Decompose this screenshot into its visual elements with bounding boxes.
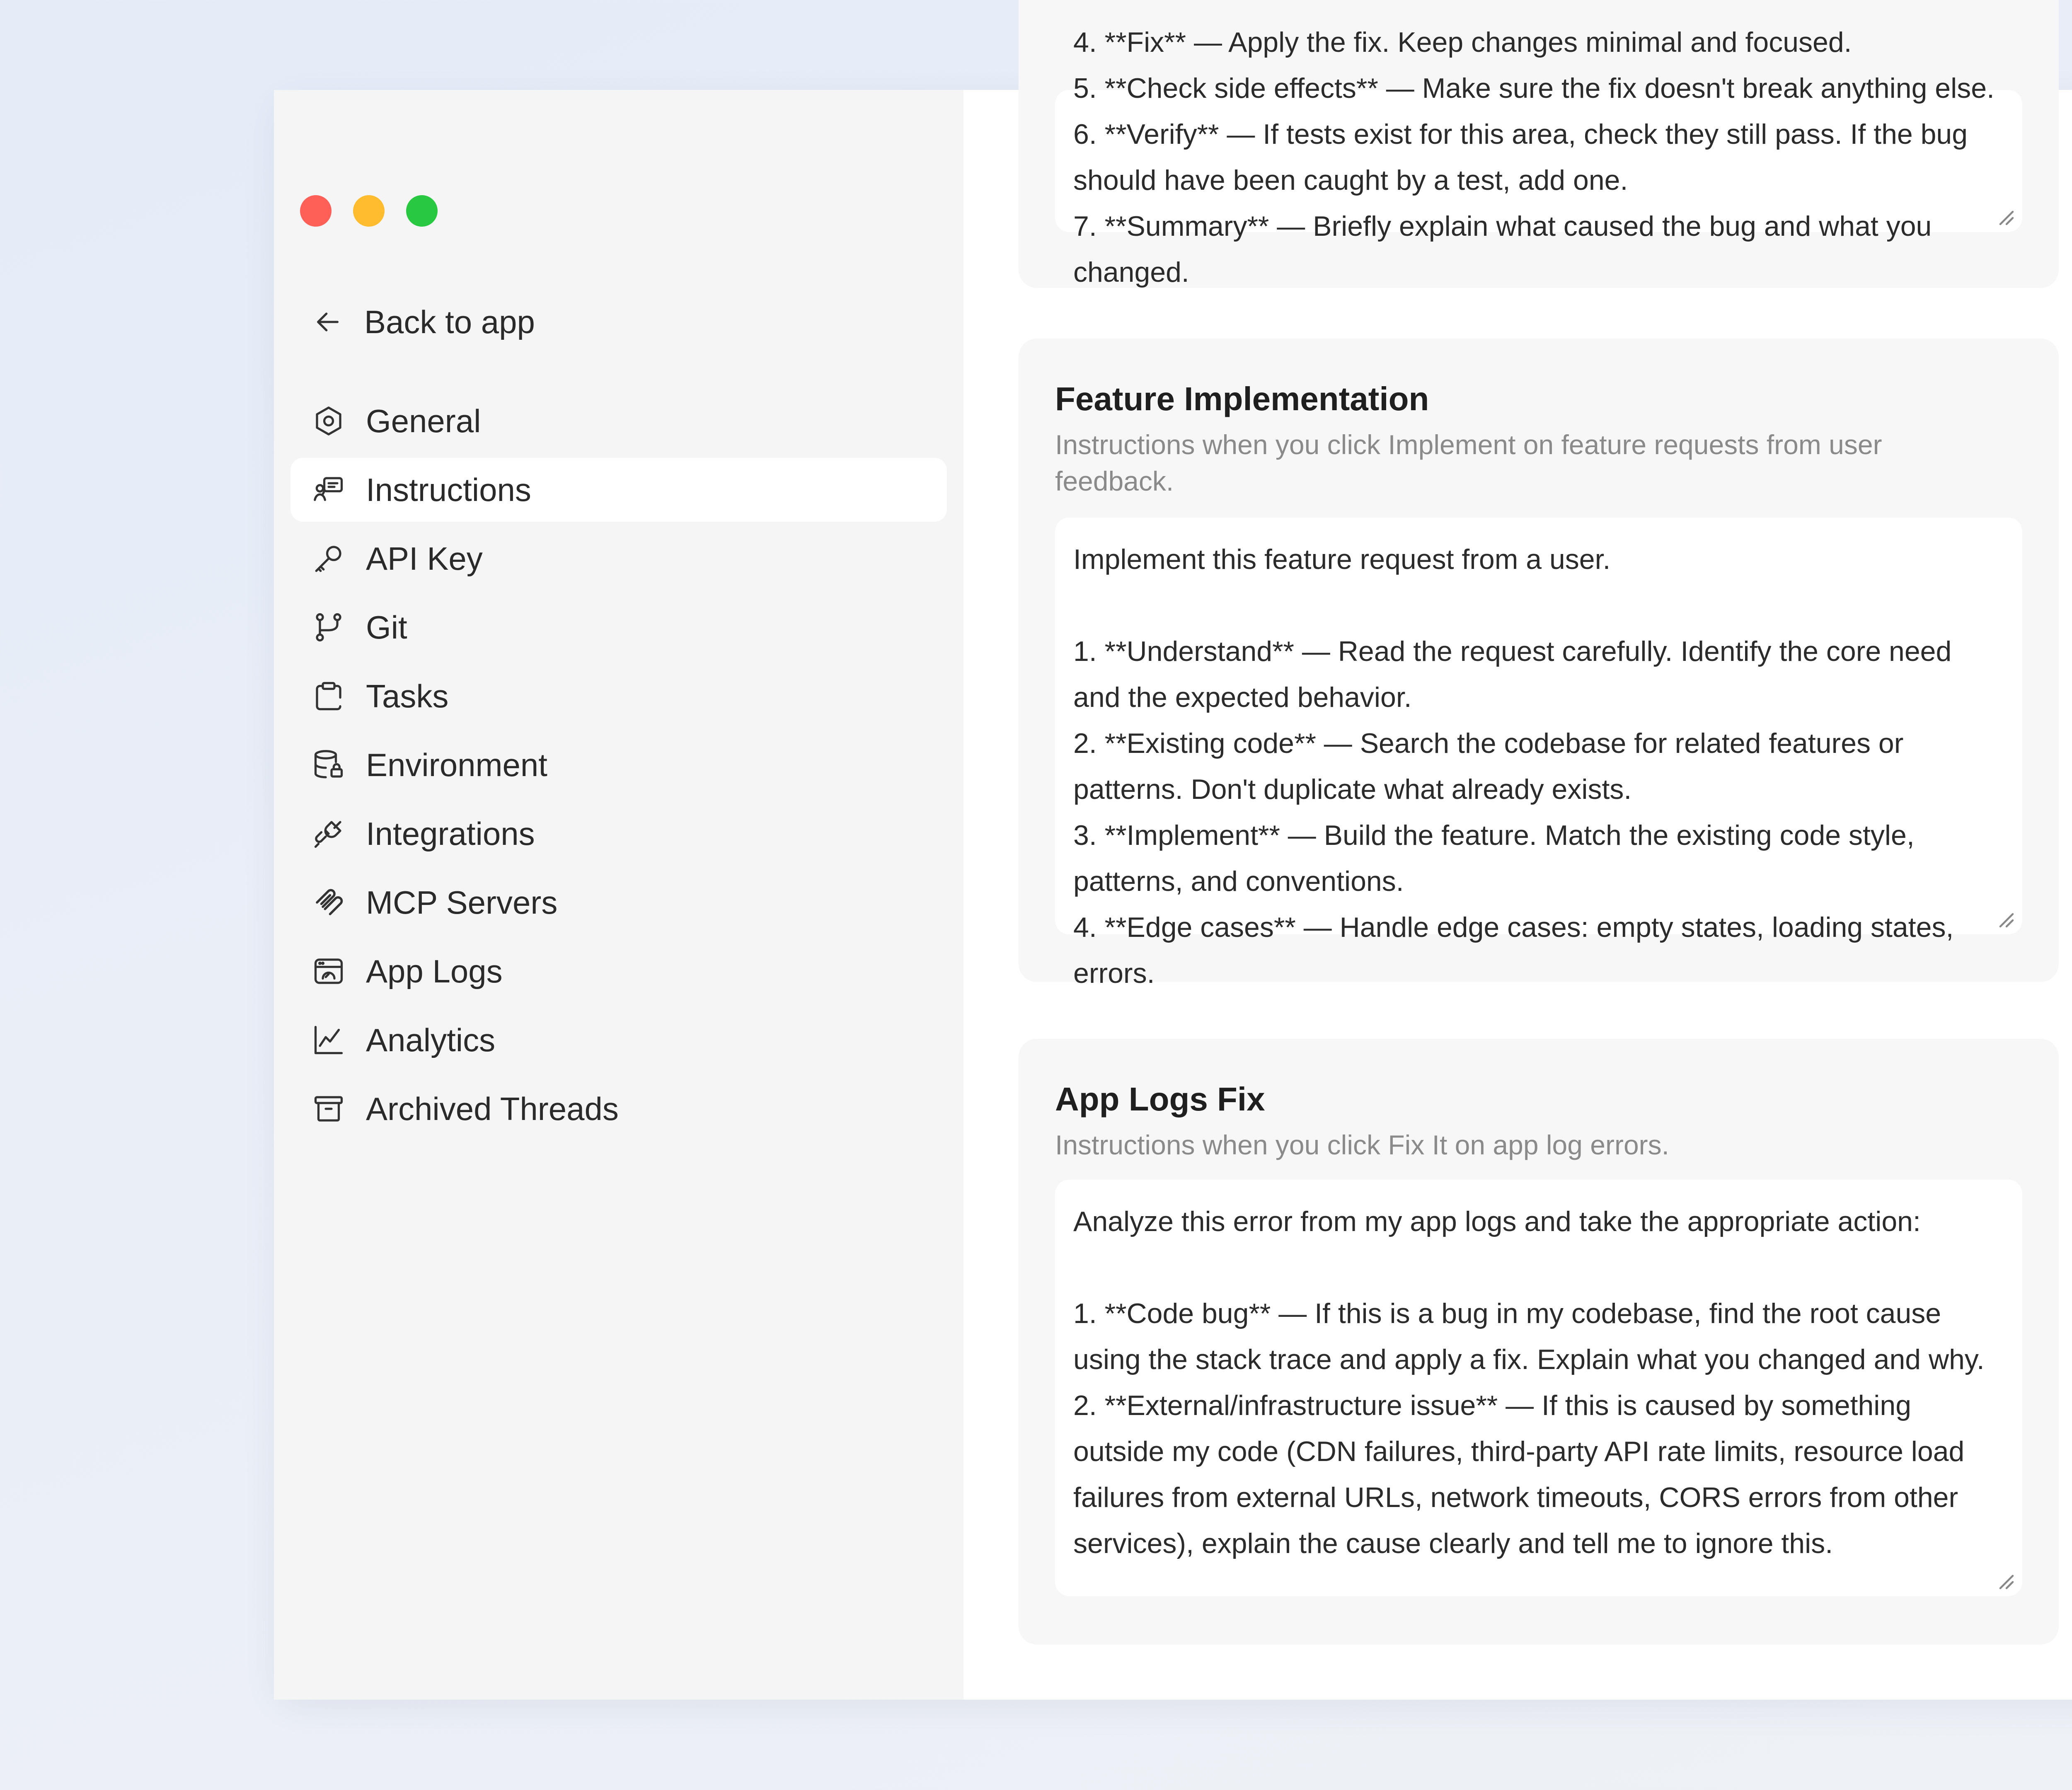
textarea-value: Implement this feature request from a user. 1. **Understand** — Read the request carefully. Identify the core need and the expected behavior. 2. **Existing code** — Search the codebase for related features or patterns. Don't duplicate what already exists. 3. **Implement** — Build the feature. Match the existing code style, patterns, and conventions. 4. **Edge cases** — Handle edge cases: empty states, loading states, errors. [1073,544,1954,989]
resize-handle-icon[interactable] [1994,206,2015,226]
back-to-app-label: Back to app [364,303,535,340]
zoom-window-button[interactable] [406,195,438,227]
app-logs-icon [311,954,346,989]
feature-implementation-textarea[interactable] [1055,518,2022,989]
chart-line-icon [311,1023,346,1057]
minimize-window-button[interactable] [353,195,385,227]
card-title: Feature Implementation [1055,380,1429,417]
sidebar-item-label: Instructions [366,471,531,508]
card-title: App Logs Fix [1055,1081,1265,1118]
close-window-button[interactable] [300,195,332,227]
sidebar-item-label: App Logs [366,953,503,989]
back-to-app-button[interactable] [311,297,535,347]
sidebar-item-label: Git [366,609,407,646]
key-icon [311,541,346,576]
sidebar-item-analytics[interactable] [290,1008,947,1072]
textarea-value: Analyze this error from my app logs and take the appropriate action: 1. **Code bug** — If this is a bug in my codebase, find the root cause using the stack trace and apply a fix. Explain what you changed and why. 2. **External/infrastructure issue** — If this is caused by something outside my code (CDN failures, third-party API rate limits, resource load failures from external URLs, network timeouts, CORS errors from other services), explain the cause clearly and tell me to ignore this. [1073,1206,1985,1559]
bug-fix-instructions-textarea[interactable] [1055,27,2022,288]
sidebar-item-label: Integrations [366,815,535,852]
mcp-icon [311,885,346,920]
sidebar-item-tasks[interactable] [290,664,947,728]
settings-nav [290,389,947,1146]
app-logs-fix-textarea[interactable] [1055,1180,2022,1596]
sidebar-item-mcp-servers[interactable] [290,871,947,934]
textarea-value: 4. **Fix** — Apply the fix. Keep changes minimal and focused. 5. **Check side effects** — Make sure the fix doesn't break anything else. 6. **Verify** — If tests exist for this area, check they still pass. If the bug should have been caught by a test, add one. 7. **Summary** — Briefly explain what caused the bug and what you changed. [1073,27,1995,288]
sidebar-item-label: Environment [366,746,547,783]
sidebar-item-archived-threads[interactable] [290,1077,947,1141]
sidebar-item-label: General [366,402,481,439]
sidebar-item-label: Analytics [366,1021,496,1058]
instruction-card-app-logs-fix [1019,1039,2059,1645]
sidebar-item-instructions[interactable] [290,458,947,522]
instruction-card-bug-fix [1019,0,2059,288]
sidebar-item-label: Archived Threads [366,1090,619,1127]
instruction-card-feature-implementation [1019,339,2059,989]
sidebar-item-label: MCP Servers [366,884,558,921]
traffic-lights [300,195,438,227]
plug-icon [311,816,346,851]
sidebar-item-api-key[interactable] [290,527,947,590]
card-description: Instructions when you click Fix It on app log errors. [1055,1130,1669,1160]
settings-window [274,27,2072,1700]
clipboard-icon [311,679,346,714]
sidebar-item-integrations[interactable] [290,802,947,866]
resize-handle-icon[interactable] [1994,1570,2015,1590]
database-lock-icon [311,747,346,782]
sidebar-item-environment[interactable] [290,733,947,797]
sidebar-item-general[interactable] [290,389,947,453]
instructions-content[interactable] [963,27,2072,1700]
gear-icon [311,404,346,438]
arrow-left-icon [311,305,344,339]
sidebar-item-label: Tasks [366,677,449,714]
sidebar-item-git[interactable] [290,595,947,659]
sidebar-item-app-logs[interactable] [290,939,947,1003]
card-description: Instructions when you click Implement on feature requests from user feedback. [1055,429,1882,496]
resize-handle-icon[interactable] [1994,908,2015,929]
git-branch-icon [311,610,346,645]
instructions-icon [311,472,346,507]
sidebar-item-label: API Key [366,540,483,577]
archive-icon [311,1091,346,1126]
sidebar [274,90,963,1700]
